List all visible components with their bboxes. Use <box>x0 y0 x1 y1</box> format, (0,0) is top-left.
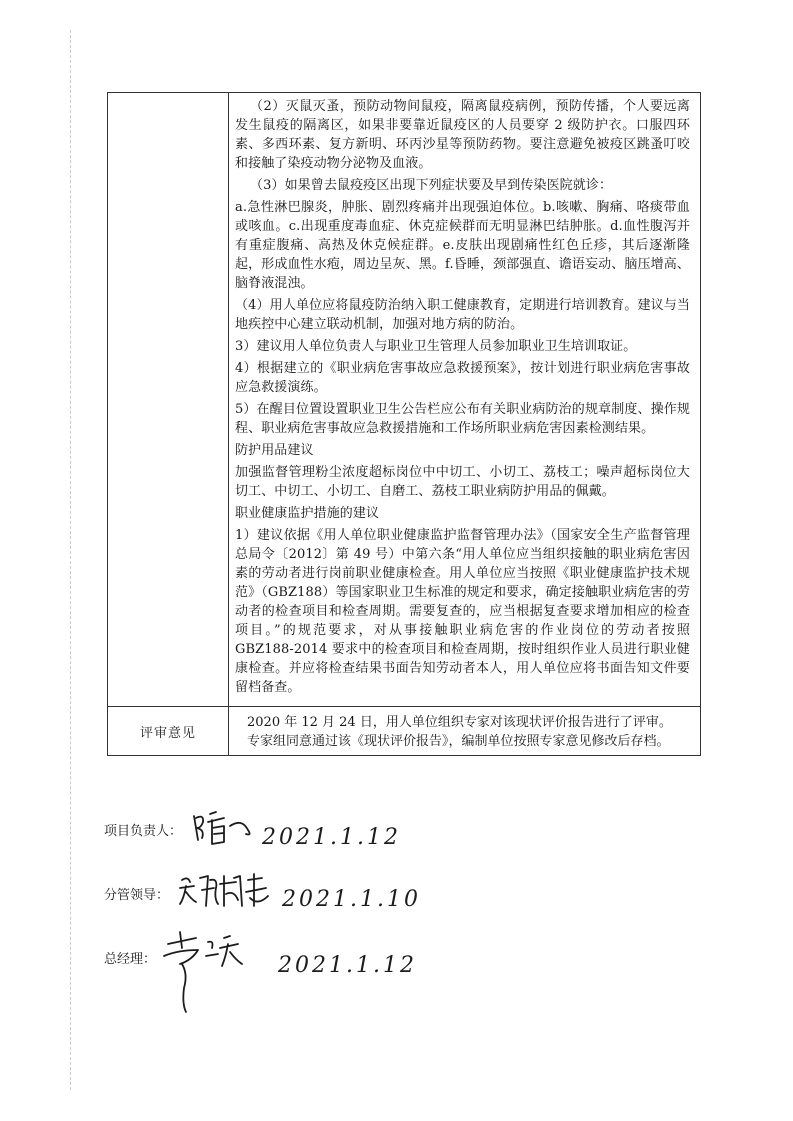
report-table <box>107 92 701 756</box>
supervisor-label: 分管领导： <box>104 888 170 903</box>
paragraph-health-education: （4）用人单位应将鼠疫防治纳入职工健康教育，定期进行培训教育。建议与当地疾控中心建立联动机制，加强对地方病的防治。 <box>235 298 690 332</box>
paragraph-symptoms-intro: （3）如果曾去鼠疫疫区出现下列症状要及早到传染医院就诊： <box>250 178 613 193</box>
binding-line <box>70 30 71 1090</box>
gm-date: 2021.1.12 <box>278 953 417 978</box>
paragraph-plague-control: （2）灭鼠灭蚤，预防动物间鼠疫，隔离鼠疫病例，预防传播，个人要远离发生鼠疫的隔离区，如果非要靠近鼠疫区的人员要穿 2 级防护衣。口服四环素、多西环素、复方新明、环丙沙星等预防药物。要注意避免被疫区跳蚤叮咬和接触了染疫动物分泌物及血液。 <box>235 99 690 171</box>
heading-health-monitoring: 职业健康监护措施的建议 <box>235 506 380 521</box>
paragraph-protective-equipment: 加强监督管理粉尘浓度超标岗位中中切工、小切工、荔枝工；噪声超标岗位大切工、中切工、小切工、自磨工、荔枝工职业病防护用品的佩戴。 <box>235 465 690 499</box>
project-lead-date: 2021.1.12 <box>262 825 401 850</box>
supervisor-date: 2021.1.10 <box>282 887 421 912</box>
recommendations-row <box>108 93 701 707</box>
paragraph-training: 3）建议用人单位负责人与职业卫生管理人员参加职业卫生培训取证。 <box>235 339 637 354</box>
review-line-2: 专家组同意通过该《现状评价报告》，编制单位按照专家意见修改后存档。 <box>247 734 670 749</box>
review-line-1: 2020 年 12 月 24 日，用人单位组织专家对该现状评价报告进行了评审。 <box>247 715 672 730</box>
review-label: 评审意见 <box>108 707 229 756</box>
supervisor-signature <box>178 866 421 918</box>
heading-protective-equipment: 防护用品建议 <box>235 443 314 458</box>
gm-label: 总经理： <box>104 952 157 967</box>
empty-label-cell <box>108 93 229 707</box>
project-lead-signature <box>190 806 401 854</box>
paragraph-emergency-drill: 4）根据建立的《职业病危害事故应急救援预案》，按计划进行职业病危害事故应急救援演练。 <box>235 361 690 395</box>
paragraph-health-monitoring: 1）建议依据《用人单位职业健康监护监督管理办法》（国家安全生产监督管理总局令〔2012〕第 49 号）中第六条“用人单位应当组织接触的职业病危害因素的劳动者进行岗前职业健康检查。用人单位应当按照《职业健康监护技术规范》（GBZ188）等国家职业卫生标准的规定和要求，确定接触职业病危害的劳动者的检查项目和检查周期。需要复查的，应当根据复查要求增加相应的检查项目。”的规范要求，对从事接触职业病危害的作业岗位的劳动者按照 GBZ188-2014 要求中的检查项目和检查周期，按时组织作业人员进行职业健康检查。并应将检查结果书面告知劳动者本人，用人单位应将书面告知文件要留档备查。 <box>235 528 690 695</box>
paragraph-bulletin-board: 5）在醒目位置设置职业卫生公告栏应公布有关职业病防治的规章制度、操作规程、职业病危害事故应急救援措施和工作场所职业病危害因素检测结果。 <box>235 402 690 436</box>
project-lead-label: 项目负责人： <box>104 824 183 839</box>
review-row <box>108 707 701 756</box>
review-content-cell <box>229 707 701 756</box>
paragraph-symptoms-list: a.急性淋巴腺炎，肿胀、剧烈疼痛并出现强迫体位。b.咳嗽、胸痛、咯痰带血或咳血。c.出现重度毒血症、休克症候群而无明显淋巴结肿胀。d.血性腹泻并有重症腹痛、高热及休克候症群。e.皮肤出现剧痛性红色丘疹，其后逐渐隆起，形成血性水疱，周边呈灰、黑。f.昏睡，颈部强直、谵语妄动、脑压增高、脑脊液混浊。 <box>235 200 690 291</box>
gm-signature <box>158 926 418 1016</box>
recommendations-cell <box>229 93 701 707</box>
